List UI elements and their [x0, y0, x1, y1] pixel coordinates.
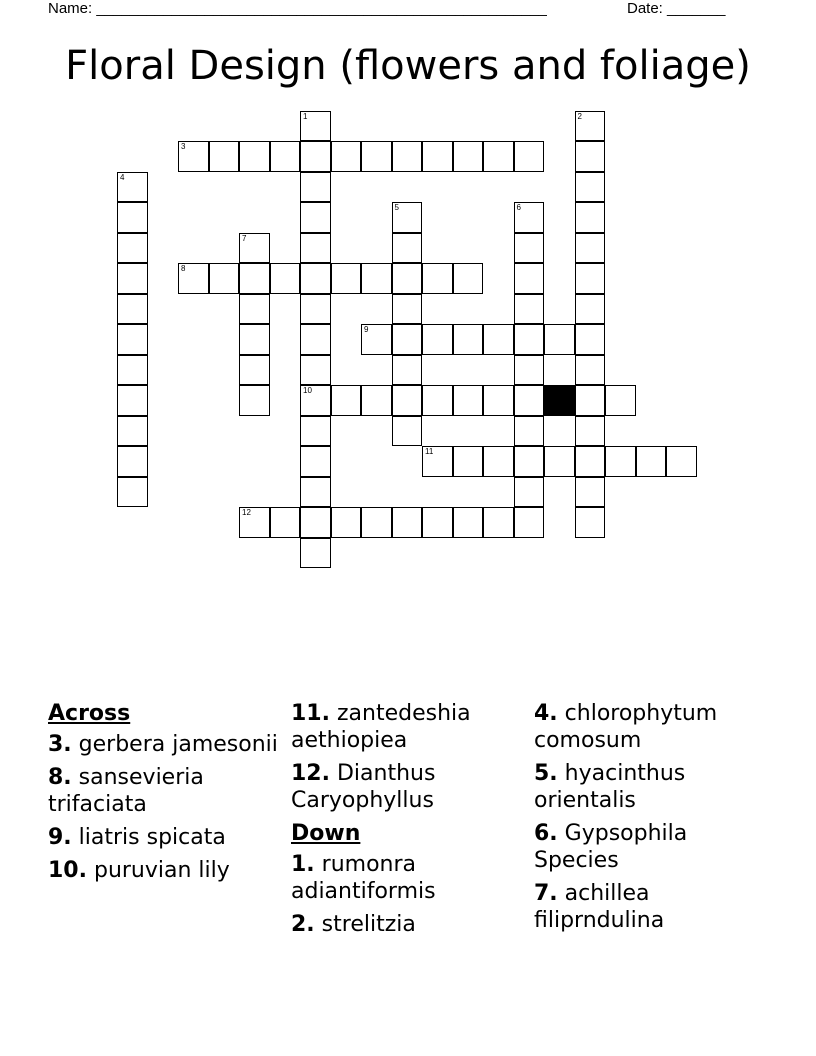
clue-number-label: 11.: [291, 701, 330, 726]
clue-column-3: [534, 700, 770, 940]
grid-cell[interactable]: [392, 324, 423, 355]
grid-cell[interactable]: [361, 324, 392, 355]
grid-cell[interactable]: [575, 294, 606, 325]
grid-cell[interactable]: [239, 385, 270, 416]
grid-cell[interactable]: [300, 355, 331, 386]
grid-cell[interactable]: [392, 202, 423, 233]
down-clue: 1. rumonra adiantiformis: [291, 852, 436, 904]
grid-cell[interactable]: [300, 294, 331, 325]
across-heading: Across: [48, 701, 131, 726]
grid-cell[interactable]: [575, 446, 606, 477]
grid-cell[interactable]: [514, 202, 545, 233]
grid-cell[interactable]: [117, 294, 148, 325]
grid-cell[interactable]: [514, 294, 545, 325]
grid-cell[interactable]: [575, 233, 606, 264]
grid-cell[interactable]: [514, 263, 545, 294]
grid-cell[interactable]: [300, 172, 331, 203]
clue-number-label: 9.: [48, 825, 72, 850]
grid-cell[interactable]: [117, 477, 148, 508]
grid-cell[interactable]: [575, 507, 606, 538]
clue-number: 5: [394, 203, 399, 212]
grid-cell[interactable]: [331, 263, 362, 294]
grid-cell[interactable]: [300, 538, 331, 569]
down-clue: 2. strelitzia: [291, 912, 416, 937]
grid-cell[interactable]: [361, 385, 392, 416]
across-clue: 10. puruvian lily: [48, 858, 230, 883]
grid-cell[interactable]: [239, 141, 270, 172]
name-field-label: Name: ______________________________________________________: [48, 0, 547, 17]
grid-cell[interactable]: [300, 202, 331, 233]
grid-cell[interactable]: [666, 446, 697, 477]
grid-cell[interactable]: [270, 507, 301, 538]
grid-cell[interactable]: [239, 263, 270, 294]
grid-cell[interactable]: [117, 202, 148, 233]
grid-cell[interactable]: [514, 446, 545, 477]
grid-cell[interactable]: [178, 141, 209, 172]
clue-number: 8: [181, 264, 186, 273]
grid-cell[interactable]: [422, 141, 453, 172]
clue-number-label: 12.: [291, 761, 330, 786]
clue-number-label: 7.: [534, 881, 558, 906]
down-clue: 5. hyacinthus orientalis: [534, 761, 686, 813]
grid-cell[interactable]: [361, 141, 392, 172]
clue-number-label: 8.: [48, 765, 72, 790]
grid-cell[interactable]: [453, 324, 484, 355]
grid-cell[interactable]: [300, 507, 331, 538]
clue-number: 1: [303, 111, 308, 121]
grid-cell[interactable]: [209, 141, 240, 172]
grid-cell[interactable]: [117, 385, 148, 416]
grid-cell[interactable]: [117, 172, 148, 203]
grid-cell[interactable]: [575, 477, 606, 508]
grid-cell[interactable]: [239, 324, 270, 355]
grid-cell[interactable]: [392, 416, 423, 447]
grid-cell[interactable]: [483, 385, 514, 416]
grid-cell[interactable]: [331, 507, 362, 538]
grid-cell[interactable]: [300, 141, 331, 172]
grid-cell[interactable]: [300, 233, 331, 264]
down-heading: Down: [291, 821, 361, 846]
grid-cell[interactable]: [422, 446, 453, 477]
grid-cell[interactable]: [575, 111, 606, 142]
grid-cell[interactable]: [575, 324, 606, 355]
clue-number: 9: [364, 325, 369, 334]
date-field-label: Date: _______: [627, 0, 726, 17]
grid-cell[interactable]: [575, 141, 606, 172]
across-clue: 8. sansevieria trifaciata: [48, 765, 204, 817]
grid-cell[interactable]: [575, 416, 606, 447]
grid-cell[interactable]: [514, 355, 545, 386]
down-clue: 4. chlorophytum comosum: [534, 701, 718, 753]
grid-cell[interactable]: [453, 385, 484, 416]
grid-cell[interactable]: [575, 263, 606, 294]
grid-cell[interactable]: [453, 263, 484, 294]
grid-cell[interactable]: [361, 507, 392, 538]
grid-cell[interactable]: [239, 355, 270, 386]
grid-cell[interactable]: [422, 385, 453, 416]
grid-cell[interactable]: [239, 294, 270, 325]
grid-cell[interactable]: [239, 507, 270, 538]
grid-cell[interactable]: [331, 141, 362, 172]
grid-cell[interactable]: [117, 355, 148, 386]
grid-cell[interactable]: [178, 263, 209, 294]
grid-cell[interactable]: [514, 233, 545, 264]
grid-cell[interactable]: [453, 141, 484, 172]
across-clue: 11. zantedeshia aethiopiea: [291, 701, 471, 753]
clue-number: 2: [577, 111, 582, 121]
grid-cell[interactable]: [514, 385, 545, 416]
grid-cell[interactable]: [514, 324, 545, 355]
page-title: Floral Design (flowers and foliage): [65, 43, 751, 89]
clue-column-2: [291, 700, 527, 944]
across-clue: 9. liatris spicata: [48, 825, 226, 850]
grid-cell[interactable]: [300, 263, 331, 294]
clue-number-label: 10.: [48, 858, 87, 883]
across-clue: 12. Dianthus Caryophyllus: [291, 761, 436, 813]
clue-number: 3: [181, 142, 186, 151]
clue-number: 10: [303, 386, 312, 395]
grid-cell[interactable]: [117, 446, 148, 477]
grid-cell[interactable]: [300, 385, 331, 416]
grid-cell[interactable]: [331, 385, 362, 416]
clue-number-label: 6.: [534, 821, 558, 846]
grid-cell[interactable]: [300, 324, 331, 355]
grid-cell[interactable]: [392, 263, 423, 294]
grid-cell[interactable]: [453, 446, 484, 477]
grid-cell[interactable]: [239, 233, 270, 264]
clue-number: 11: [425, 447, 434, 456]
grid-cell[interactable]: [422, 263, 453, 294]
clue-number: 4: [120, 172, 125, 182]
clue-number: 12: [242, 508, 251, 517]
grid-cell[interactable]: [392, 385, 423, 416]
grid-cell[interactable]: [575, 172, 606, 203]
grid-cell[interactable]: [300, 416, 331, 447]
grid-cell[interactable]: [300, 477, 331, 508]
grid-cell[interactable]: [209, 263, 240, 294]
grid-cell[interactable]: [483, 446, 514, 477]
grid-cell[interactable]: [392, 141, 423, 172]
grid-cell[interactable]: [422, 324, 453, 355]
clue-number-label: 3.: [48, 732, 72, 757]
grid-cell[interactable]: [392, 294, 423, 325]
grid-cell[interactable]: [605, 446, 636, 477]
grid-cell[interactable]: [483, 507, 514, 538]
grid-cell[interactable]: [514, 141, 545, 172]
grid-cell[interactable]: [575, 202, 606, 233]
grid-cell[interactable]: [605, 385, 636, 416]
grid-cell[interactable]: [544, 324, 575, 355]
grid-cell[interactable]: [514, 507, 545, 538]
grid-cell[interactable]: [361, 263, 392, 294]
grid-cell[interactable]: [117, 416, 148, 447]
grid-cell[interactable]: [117, 233, 148, 264]
clue-number-label: 4.: [534, 701, 558, 726]
clue-number-label: 2.: [291, 912, 315, 937]
grid-cell[interactable]: [544, 446, 575, 477]
grid-cell[interactable]: [300, 446, 331, 477]
down-clue: 6. Gypsophila Species: [534, 821, 688, 873]
grid-cell[interactable]: [575, 355, 606, 386]
clue-number-label: 5.: [534, 761, 558, 786]
grid-cell[interactable]: [117, 324, 148, 355]
grid-cell[interactable]: [270, 263, 301, 294]
grid-cell[interactable]: [300, 111, 331, 142]
grid-cell[interactable]: [392, 233, 423, 264]
blocked-cell: [544, 385, 575, 416]
clue-number: 7: [242, 233, 247, 243]
grid-cell[interactable]: [392, 355, 423, 386]
grid-cell[interactable]: [483, 324, 514, 355]
grid-cell[interactable]: [483, 141, 514, 172]
grid-cell[interactable]: [422, 507, 453, 538]
grid-cell[interactable]: [514, 416, 545, 447]
grid-cell[interactable]: [270, 141, 301, 172]
across-clue: 3. gerbera jamesonii: [48, 732, 278, 757]
grid-cell[interactable]: [117, 263, 148, 294]
grid-cell[interactable]: [453, 507, 484, 538]
down-clue: 7. achillea filiprndulina: [534, 881, 665, 933]
grid-cell[interactable]: [575, 385, 606, 416]
clue-number-label: 1.: [291, 852, 315, 877]
clue-column-1: [48, 700, 284, 890]
grid-cell[interactable]: [636, 446, 667, 477]
grid-cell[interactable]: [514, 477, 545, 508]
clue-number: 6: [516, 203, 521, 212]
grid-cell[interactable]: [392, 507, 423, 538]
